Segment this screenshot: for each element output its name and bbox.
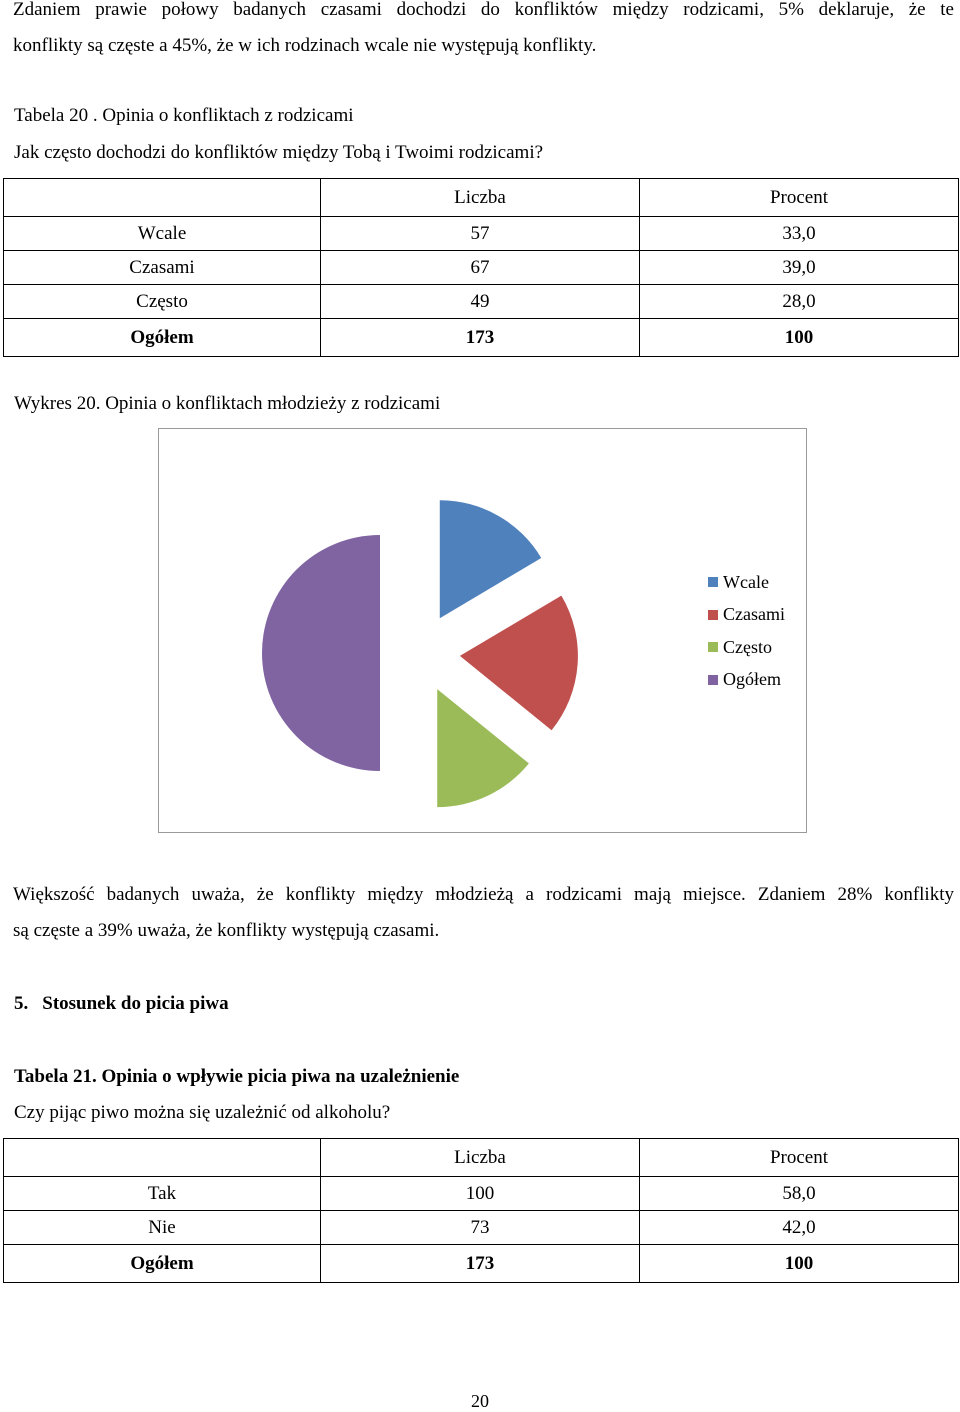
legend-item bbox=[708, 637, 772, 657]
legend-swatch bbox=[708, 577, 718, 587]
header-cell: Liczba bbox=[321, 1139, 640, 1177]
row-count: 67 bbox=[321, 251, 640, 285]
pie-slice-ogółem bbox=[262, 535, 380, 771]
row-label: Czasami bbox=[4, 251, 321, 285]
table-header-row bbox=[4, 1139, 959, 1177]
header-cell bbox=[4, 1139, 321, 1177]
total-count: 173 bbox=[321, 1245, 640, 1283]
row-percent: 42,0 bbox=[640, 1211, 959, 1245]
section-heading bbox=[14, 993, 229, 1015]
total-label: Ogółem bbox=[4, 1245, 321, 1283]
summary-line-1: Większość badanych uważa, że konflikty między młodzieżą a rodzicami mają miejsce. Zdaniem 28% konflikty bbox=[13, 884, 954, 905]
table21-question: Czy pijąc piwo można się uzależnić od alkoholu? bbox=[14, 1102, 391, 1123]
chart-caption: Wykres 20. Opinia o konfliktach młodzieży z rodzicami bbox=[14, 393, 441, 414]
row-count: 49 bbox=[321, 285, 640, 319]
row-percent: 33,0 bbox=[640, 217, 959, 251]
header-cell: Liczba bbox=[321, 179, 640, 217]
row-count: 73 bbox=[321, 1211, 640, 1245]
legend-item bbox=[708, 605, 785, 625]
pie-slice-często bbox=[437, 689, 529, 807]
table-row bbox=[4, 1177, 959, 1211]
intro-line-2: konflikty są częste a 45%, że w ich rodzinach wcale nie występują konflikty. bbox=[13, 35, 597, 56]
table20-caption: Tabela 20 . Opinia o konfliktach z rodzicami bbox=[14, 105, 354, 126]
summary-paragraph bbox=[13, 877, 954, 949]
table-total-row bbox=[4, 1245, 959, 1283]
legend-swatch bbox=[708, 675, 718, 685]
legend-label: Często bbox=[723, 636, 772, 657]
header-cell: Procent bbox=[640, 179, 959, 217]
row-label: Wcale bbox=[4, 217, 321, 251]
legend-item bbox=[708, 670, 781, 690]
legend-item bbox=[708, 572, 769, 592]
header-cell: Procent bbox=[640, 1139, 959, 1177]
legend-label: Wcale bbox=[723, 571, 769, 592]
summary-line-2: są częste a 39% uważa, że konflikty występują czasami. bbox=[13, 920, 440, 941]
section-number: 5. bbox=[14, 993, 29, 1014]
row-percent: 39,0 bbox=[640, 251, 959, 285]
pie-slice-czasami bbox=[460, 596, 578, 731]
row-label: Tak bbox=[4, 1177, 321, 1211]
legend-swatch bbox=[708, 642, 718, 652]
legend-label: Ogółem bbox=[723, 669, 781, 689]
table21-caption: Tabela 21. Opinia o wpływie picia piwa na uzależnienie bbox=[14, 1066, 460, 1087]
total-label: Ogółem bbox=[4, 319, 321, 357]
intro-line-1: Zdaniem prawie połowy badanych czasami dochodzi do konfliktów między rodzicami, 5% deklaruje, że te bbox=[13, 0, 954, 20]
pie-slice-wcale bbox=[440, 500, 541, 618]
row-percent: 58,0 bbox=[640, 1177, 959, 1211]
table21 bbox=[3, 1138, 959, 1283]
page-number: 20 bbox=[471, 1391, 489, 1411]
section-title: Stosunek do picia piwa bbox=[42, 993, 229, 1014]
row-label: Często bbox=[4, 285, 321, 319]
table20-question: Jak często dochodzi do konfliktów między Tobą i Twoimi rodzicami? bbox=[14, 142, 544, 163]
table-row bbox=[4, 1211, 959, 1245]
row-percent: 28,0 bbox=[640, 285, 959, 319]
total-count: 173 bbox=[321, 319, 640, 357]
row-count: 100 bbox=[321, 1177, 640, 1211]
legend-label: Czasami bbox=[723, 604, 785, 624]
total-percent: 100 bbox=[640, 1245, 959, 1283]
row-label: Nie bbox=[4, 1211, 321, 1245]
row-count: 57 bbox=[321, 217, 640, 251]
legend-swatch bbox=[708, 610, 718, 620]
total-percent: 100 bbox=[640, 319, 959, 357]
